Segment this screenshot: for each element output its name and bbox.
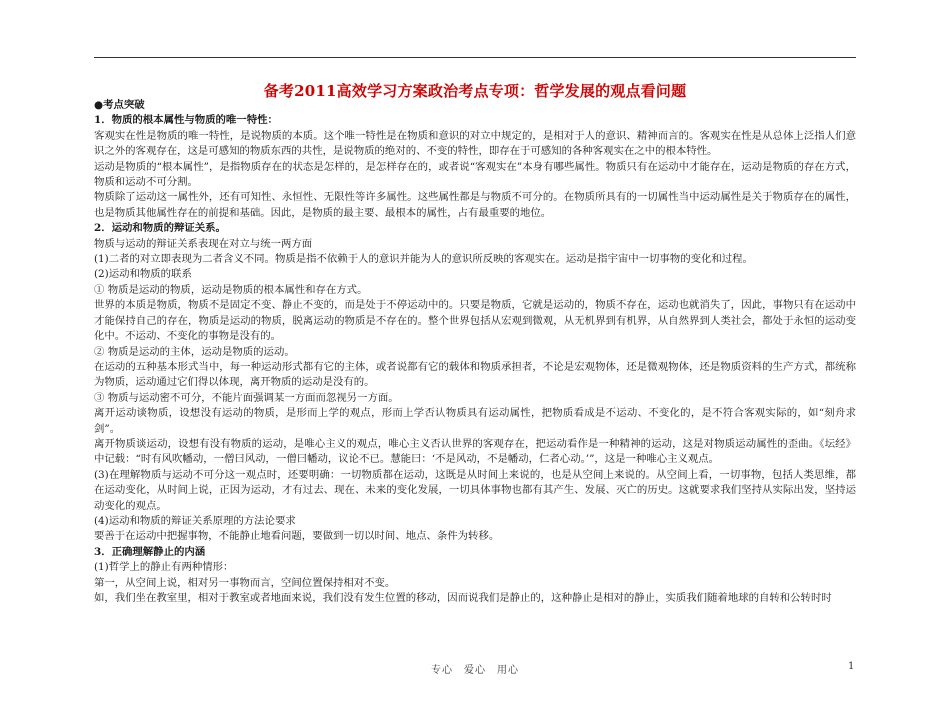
top-rule xyxy=(94,57,856,58)
paragraph: 世界的本质是物质，物质不是固定不变、静止不变的，而是处于不停运动中的。只要是物质，它就是运动的，物质不存在，运动也就消失了，因此，事物只有在运动中才能保持自己的存在，物质是运动的物质，脱离运动的物质是不存在的。整个世界包括从宏观到微观，从无机界到有机界，从自然界到人类社会，都处于永恒的运动变化中。不运动、不变化的事物是没有的。 xyxy=(94,299,856,343)
paragraph: (2)运动和物质的联系 xyxy=(94,268,192,281)
paragraph: (1)哲学上的静止有两种情形： xyxy=(94,561,234,574)
paragraph: ① 物质是运动的物质，运动是物质的根本属性和存在方式。 xyxy=(94,283,368,296)
paragraph: 客观实在性是物质的唯一特性，是说物质的本质。这个唯一特性是在物质和意识的对立中规定的，是相对于人的意识、精神而言的。客观实在性是从总体上泛指人们意识之外的客观存在，这是可感知的物质东西的共性，是说物质的绝对的、不变的特性，即存在于可感知的各种客观实在之中的根本特性。 xyxy=(94,129,856,158)
paragraph: 离开物质谈运动，设想有没有物质的运动，是唯心主义的观点，唯心主义否认世界的客观存在，把运动看作是一种精神的运动，这是对物质运动属性的歪曲。《坛经》中记载：“时有风吹幡动，一僧曰风动，一僧曰幡动，议论不已。慧能曰：‘不是风动，不是幡动，仁者心动。’”，这是一种唯心主义观点。 xyxy=(94,437,856,466)
paragraph: 第一，从空间上说，相对另一事物而言，空间位置保持相对不变。 xyxy=(94,576,396,589)
paragraph: 如，我们坐在教室里，相对于教室或者地面来说，我们没有发生位置的移动，因而说我们是静止的，这种静止是相对的静止，实质我们随着地球的自转和公转时时 xyxy=(94,592,832,604)
paragraph: (4)运动和物质的辩证关系原理的方法论要求 xyxy=(94,514,296,527)
paragraph: (1)二者的对立即表现为二者含义不同。物质是指不依赖于人的意识并能为人的意识所反映的客观实在。运动是指宇宙中一切事物的变化和过程。 xyxy=(94,253,753,266)
subheading: 3．正确理解静止的内涵 xyxy=(94,545,206,558)
subheading: 1．物质的根本属性与物质的唯一特性： xyxy=(94,114,278,127)
paragraph: 要善于在运动中把握事物，不能静止地看问题，要做到一切以时间、地点、条件为转移。 xyxy=(94,530,500,543)
paragraph: ③ 物质与运动密不可分，不能片面强调某一方面而忽视另一方面。 xyxy=(94,391,399,404)
paragraph: 在运动的五种基本形式当中，每一种运动形式都有它的主体，或者说都有它的载体和物质承担者，不论是宏观物体，还是微观物体，还是物质资料的生产方式，都统称为物质，运动通过它们得以体现，离开物质的运动是没有的。 xyxy=(94,360,856,389)
subheading: 2．运动和物质的辩证关系。 xyxy=(94,222,226,235)
footer-motto: 专心 爱心 用心 xyxy=(431,665,519,676)
document-body xyxy=(94,98,856,606)
paragraph: 物质除了运动这一属性外，还有可知性、永恒性、无限性等许多属性。这些属性都是与物质不可分的。在物质所具有的一切属性当中运动属性是关于物质存在的属性，也是物质其他属性存在的前提和基础。因此，是物质的最主要、最根本的属性，占有最重要的地位。 xyxy=(94,191,856,219)
document-title: 备考2011高效学习方案政治考点专项：哲学发展的观点看问题 xyxy=(263,82,687,100)
page-number: 1 xyxy=(848,661,855,672)
paragraph: 离开运动谈物质，设想没有运动的物质，是形而上学的观点，形而上学否认物质具有运动属性，把物质看成是不运动、不变化的，是不符合客观实际的，如“刻舟求剑”。 xyxy=(94,407,856,435)
paragraph: 物质与运动的辩证关系表现在对立与统一两方面 xyxy=(94,237,313,250)
paragraph: (3)在理解物质与运动不可分这一观点时，还要明确：一切物质都在运动，这既是从时间上来说的，也是从空间上来说的。从空间上看，一切事物，包括人类思维，都在运动变化，从时间上说，正因为运动，才有过去、现在、未来的变化发展，一切具体事物也都有其产生、发展、灭亡的历史。这就要求我们坚持从实际出发，坚持运动变化的观点。 xyxy=(94,468,856,512)
paragraph: ② 物质是运动的主体，运动是物质的运动。 xyxy=(94,345,295,358)
section-heading: ●考点突破 xyxy=(94,99,145,111)
paragraph: 运动是物质的“根本属性”，是指物质存在的状态是怎样的，是怎样存在的，或者说“客观实在”本身有哪些属性。物质只有在运动中才能存在，运动是物质的存在方式，物质和运动不可分割。 xyxy=(94,160,856,189)
